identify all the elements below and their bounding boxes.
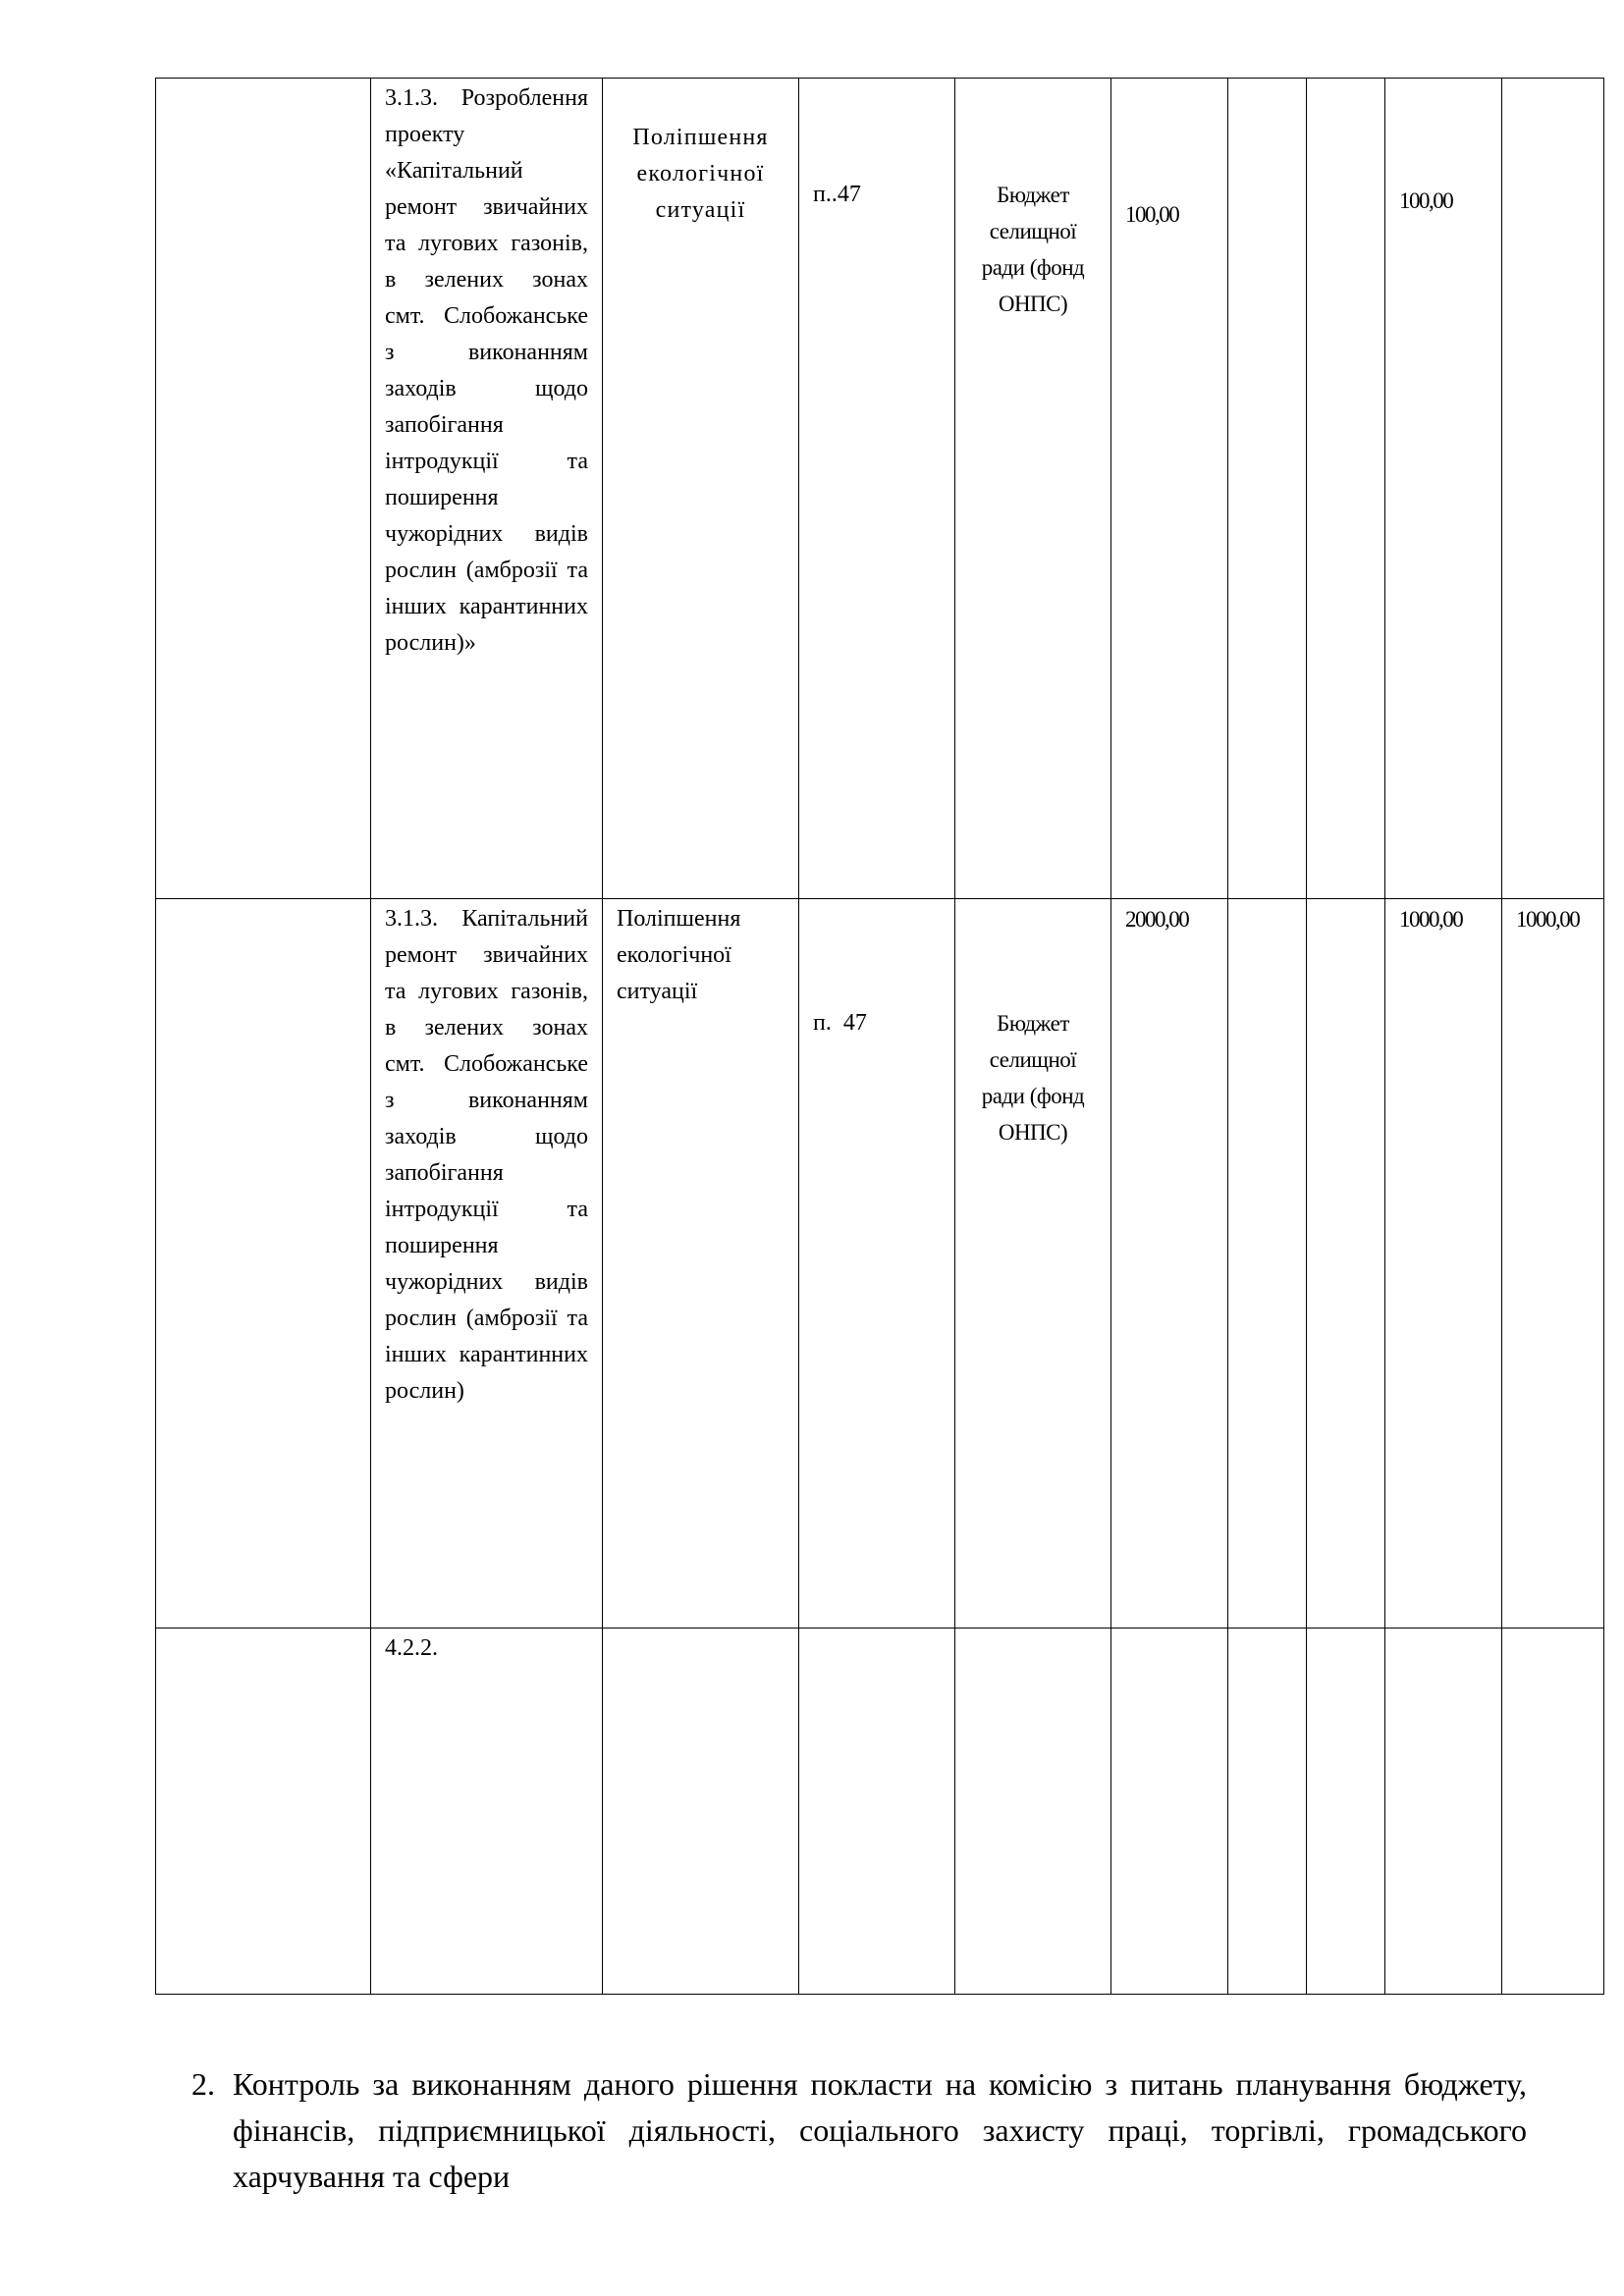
total-cell: [1111, 899, 1228, 1629]
empty-cell: [156, 1629, 371, 1995]
value-cell: [1228, 899, 1307, 1629]
goal-cell: [603, 899, 799, 1629]
program-table: [155, 78, 1604, 1995]
value-cell: [1228, 1629, 1307, 1995]
value-cell: [1502, 1629, 1604, 1995]
amount-value: 1000,00: [1516, 907, 1580, 932]
value-cell: [1307, 1629, 1385, 1995]
table-row: [156, 79, 1604, 899]
table-row: [156, 1629, 1604, 1995]
total-value: 2000,00: [1125, 907, 1189, 932]
value-cell: [1385, 1629, 1502, 1995]
empty-cell: [156, 899, 371, 1629]
value-cell: [1502, 79, 1604, 899]
goal-cell: [603, 1629, 799, 1995]
clause-text: п. 47: [813, 1010, 867, 1036]
value-cell: [1385, 79, 1502, 899]
clause-text: п..47: [813, 182, 861, 207]
goal-text: Поліпшення екологічної ситуації: [632, 125, 769, 223]
source-cell: [955, 79, 1111, 899]
clause-cell: [799, 79, 955, 899]
clause-cell: [799, 899, 955, 1629]
value-cell: [1307, 79, 1385, 899]
total-cell: [1111, 79, 1228, 899]
source-text: Бюджет селищної ради (фонд ОНПС): [981, 1011, 1085, 1145]
empty-cell: [156, 79, 371, 899]
table-row: [156, 899, 1604, 1629]
value-cell: [1228, 79, 1307, 899]
source-text: Бюджет селищної ради (фонд ОНПС): [981, 183, 1085, 316]
source-cell: [955, 899, 1111, 1629]
value-cell: [1307, 899, 1385, 1629]
value-cell: [1385, 899, 1502, 1629]
total-value: 100,00: [1125, 202, 1179, 227]
decision-item: [191, 2061, 1527, 2200]
value-cell: [1502, 899, 1604, 1629]
amount-value: 100,00: [1399, 188, 1453, 213]
measure-cell: 3.1.3. Капітальний ремонт звичайних та лугових газонів, в зелених зонах смт. Слобожанське з виконанням заходів щодо запобігання інтродукції та поширення чужорідних видів рослин (амброзії та інших карантинних рослин): [371, 899, 603, 1629]
decision-text: Контроль за виконанням даного рішення покласти на комісію з питань планування бюджету, фінансів, підприємницької діяльності, соціального захисту праці, торгівлі, громадського харчування та сфери: [233, 2066, 1527, 2194]
goal-cell: [603, 79, 799, 899]
total-cell: [1111, 1629, 1228, 1995]
goal-text: Поліпшення екологічної ситуації: [617, 906, 741, 1004]
amount-value: 1000,00: [1399, 907, 1463, 932]
decision-number: 2.: [191, 2066, 215, 2102]
clause-cell: [799, 1629, 955, 1995]
source-cell: [955, 1629, 1111, 1995]
measure-cell: 3.1.3. Розроблення проекту «Капітальний ремонт звичайних та лугових газонів, в зелених зонах смт. Слобожанське з виконанням заходів щодо запобігання інтродукції та поширення чужорідних видів рослин (амброзії та інших карантинних рослин)»: [371, 79, 603, 899]
measure-cell: 4.2.2.: [371, 1629, 603, 1995]
